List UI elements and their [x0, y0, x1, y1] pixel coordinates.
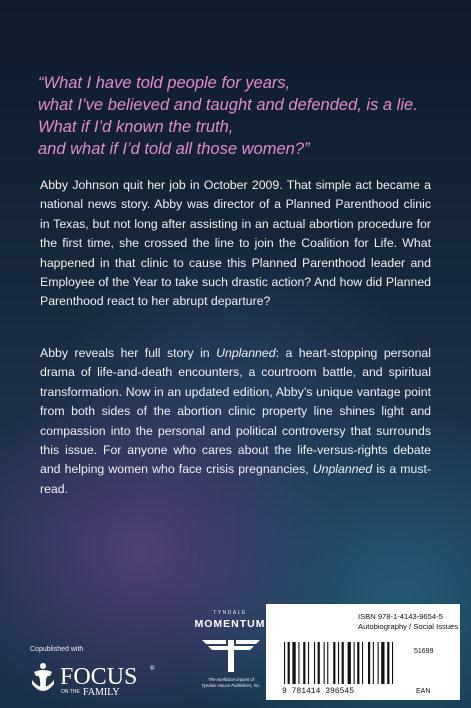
barcode-digits: 9 781414 396545 [282, 687, 355, 694]
p2-text: is a must-read. [40, 462, 431, 496]
tyndale-tagline [184, 677, 278, 689]
focus-wordmark: FOCUS [60, 664, 138, 690]
barcode [280, 642, 412, 694]
focus-family-icon [30, 658, 170, 698]
isbn-number: ISBN 978-1-4143-9654-5 [358, 612, 443, 621]
p2-text: : a heart-stopping personal drama of life-and-death encounters, a courtroom battle, and spiritual transformation. Now in an updated edition, Abby’s unique vantage point from both sides of the abortion clinic property line shines light and compassion into the personal and political controversy that surrounds this issue. For anyone who cares about the life-versus-rights debate and helping women who face crisis pregnancies, [40, 346, 431, 477]
focus-on-the: ON THE [61, 689, 80, 695]
isbn-category: Autobiography / Social Issues [358, 622, 459, 631]
description-paragraph-2 [40, 344, 431, 499]
focus-family: FAMILY [83, 687, 120, 698]
focus-on-the-family-logo [30, 658, 170, 698]
tagline-line: Tyndale House Publishers, Inc. [201, 683, 261, 688]
ean-label: EAN [416, 688, 431, 695]
pull-quote [38, 72, 458, 160]
quote-line: what I’ve believed and taught and defended, is a lie. [38, 96, 418, 114]
book-title: Unplanned [312, 462, 373, 477]
book-title: Unplanned [216, 346, 276, 360]
quote-line: and what if I’d told all those women?” [38, 140, 310, 158]
tyndale-label: TYNDALE [213, 610, 247, 616]
copublished-label: Copublished with [30, 646, 84, 653]
price-code: 51699 [414, 648, 434, 655]
isbn-barcode-panel [266, 604, 460, 700]
quote-line: “What I have told people for years, [38, 74, 291, 92]
tyndale-momentum-icon [196, 634, 266, 674]
momentum-wordmark: MOMENTUM [194, 618, 266, 630]
p2-text: Abby reveals her full story in [40, 346, 217, 360]
registered-mark: ® [150, 666, 155, 672]
quote-line: What if I’d known the truth, [38, 118, 234, 136]
description-paragraph-1: Abby Johnson quit her job in October 2009. That simple act became a national news story. Abby was director of a Planned Parenthood clinic in Texas, but not long after assisting in an actual abortion procedure for the first time, she crossed the line to join the Coalition for Life. What happened in that clinic to cause this Planned Parenthood leader and Employee of the Year to take such drastic action? And how did Planned Parenthood react to her abrupt departure? [40, 178, 431, 309]
tagline-line: The nonfiction imprint of [208, 677, 254, 682]
